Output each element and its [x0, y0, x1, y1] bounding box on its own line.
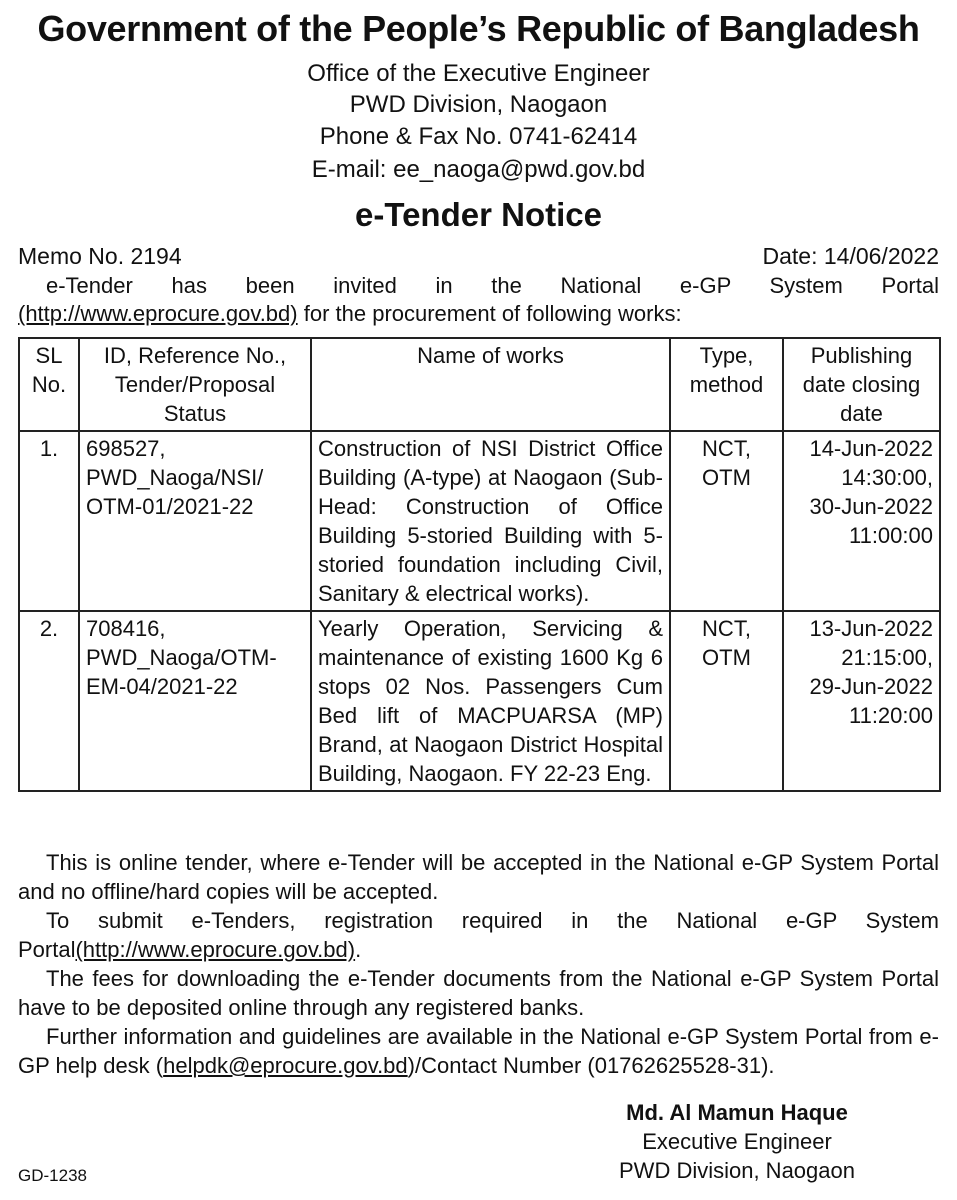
type-line: NCT,: [702, 616, 751, 641]
pub-line: 11:20:00: [848, 703, 933, 728]
email-address: E-mail: ee_naoga@pwd.gov.bd: [311, 156, 646, 183]
id-line: 698527,: [86, 436, 166, 461]
row-type-method: [670, 611, 783, 791]
pub-line: 11:00:00: [848, 523, 933, 548]
table-row: [19, 611, 940, 791]
note-registration: [18, 906, 939, 964]
signatory-name: Md. Al Mamun Haque: [626, 1100, 848, 1125]
type-line: OTM: [702, 465, 751, 490]
intro-line-2: [18, 300, 939, 328]
id-line: PWD_Naoga/OTM-: [86, 645, 277, 670]
id-line: PWD_Naoga/NSI/: [86, 465, 264, 490]
government-title: Government of the People’s Republic of Bangladesh: [37, 8, 920, 49]
memo-number: Memo No. 2194: [18, 243, 182, 269]
type-line: NCT,: [702, 436, 751, 461]
signature-block: [607, 1098, 867, 1185]
type-line: OTM: [702, 645, 751, 670]
note-helpdesk: [18, 1022, 939, 1080]
pub-line: 21:15:00,: [841, 645, 933, 670]
id-line: OTM-01/2021-22: [86, 494, 254, 519]
id-line: 708416,: [86, 616, 166, 641]
row-name-of-works: Construction of NSI District Office Building (A-type) at Naogaon (Sub-Head: Construction of Office Building 5-storied Building with 5-storied foundation including Civil, Sanitary & electrical works).: [311, 431, 670, 611]
gd-code: GD-1238: [18, 1166, 87, 1185]
row-publishing-date: [783, 611, 940, 791]
office-name: Office of the Executive Engineer: [307, 60, 650, 87]
note-online-tender: This is online tender, where e-Tender will be accepted in the National e-GP System Portal and no offline/hard copies will be accepted.: [18, 850, 939, 904]
intro-line: e-Tender has been invited in the National e-GP System Portal: [46, 273, 939, 298]
pub-line: 14-Jun-2022: [809, 436, 933, 461]
row-id: [79, 431, 311, 611]
header-name-of-works: Name of works: [311, 338, 670, 431]
notice-title: e-Tender Notice: [355, 196, 602, 233]
note-fees: The fees for downloading the e-Tender documents from the National e-GP System Portal have to be deposited online through any registered banks.: [18, 966, 939, 1020]
note-helpdesk-end: )/Contact Number (01762625528-31).: [407, 1053, 775, 1078]
division-name: PWD Division, Naogaon: [349, 91, 608, 118]
works-table: [18, 337, 941, 792]
table-header-row: [19, 338, 940, 431]
note-helpdesk-text: Further information and guidelines are available in the National e-GP System Portal from e-GP help desk (: [18, 1024, 939, 1078]
header-type-method: Type, method: [670, 338, 783, 431]
table-row: [19, 431, 940, 611]
note-registration-end: .: [355, 937, 362, 962]
row-name-of-works: Yearly Operation, Servicing & maintenance of existing 1600 Kg 6 stops 02 Nos. Passengers Cum Bed lift of MACPUARSA (MP) Brand, at Naogaon District Hospital Building, Naogaon. FY 22-23 Eng.: [311, 611, 670, 791]
header-publishing-date: Publishing date closing date: [783, 338, 940, 431]
row-sl: 1.: [19, 431, 79, 611]
signatory-division: PWD Division, Naogaon: [619, 1158, 855, 1183]
intro-line-2-text: for the procurement of following works:: [297, 301, 682, 326]
header-sl: SL No.: [19, 338, 79, 431]
eprocure-link[interactable]: (http://www.eprocure.gov.bd): [18, 301, 298, 326]
row-publishing-date: [783, 431, 940, 611]
pub-line: 30-Jun-2022: [809, 494, 933, 519]
phone-fax: Phone & Fax No. 0741-62414: [319, 123, 638, 150]
signatory-designation: Executive Engineer: [642, 1129, 832, 1154]
pub-line: 29-Jun-2022: [809, 674, 933, 699]
row-type-method: [670, 431, 783, 611]
footer-notes: [18, 848, 939, 1080]
notice-date: Date: 14/06/2022: [762, 243, 939, 269]
eprocure-link-2[interactable]: (http://www.eprocure.gov.bd): [75, 937, 356, 962]
row-sl: 2.: [19, 611, 79, 791]
id-line: EM-04/2021-22: [86, 674, 238, 699]
row-id: [79, 611, 311, 791]
intro-paragraph: [18, 272, 939, 328]
note-registration-text: To submit e-Tenders, registration required in the National e-GP System Portal: [18, 908, 939, 962]
pub-line: 13-Jun-2022: [809, 616, 933, 641]
pub-line: 14:30:00,: [841, 465, 933, 490]
helpdesk-email-link[interactable]: helpdk@eprocure.gov.bd: [163, 1053, 408, 1078]
header-id: ID, Reference No., Tender/Proposal Status: [79, 338, 311, 431]
